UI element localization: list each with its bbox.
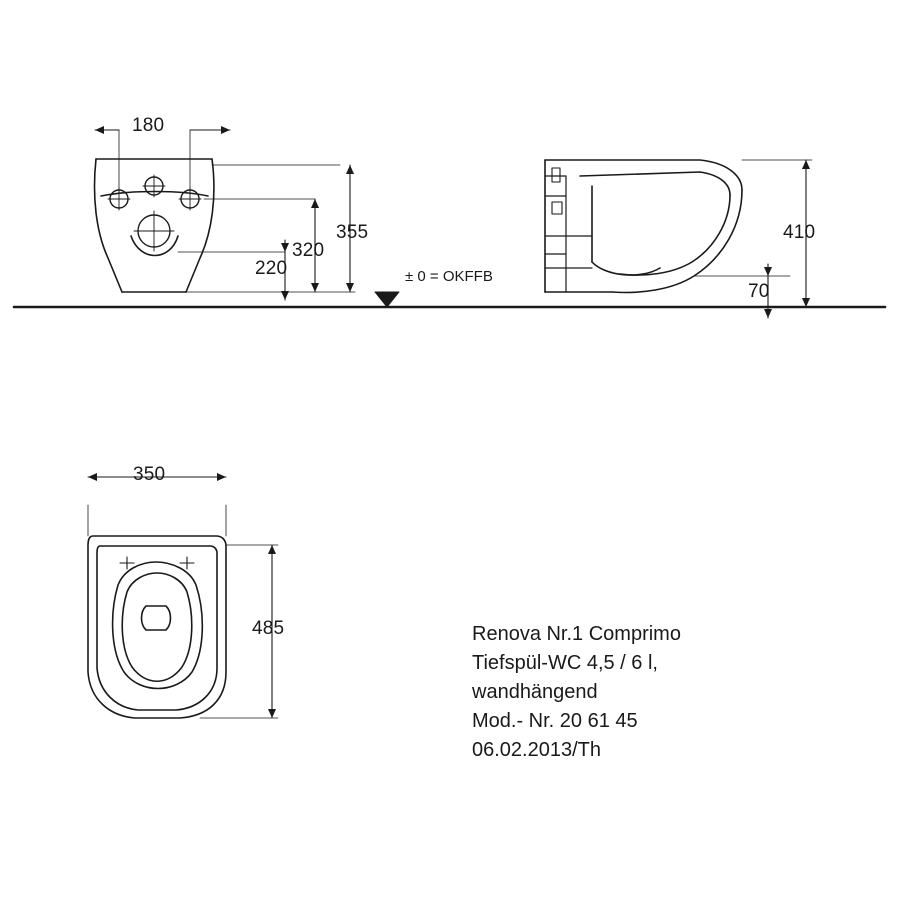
dim-label-180: 180 xyxy=(132,115,165,136)
dim-label-410: 410 xyxy=(783,222,816,243)
caption-line-1: Renova Nr.1 Comprimo xyxy=(472,623,681,645)
product-caption xyxy=(472,620,681,765)
datum-note: ± 0 = OKFFB xyxy=(405,268,493,285)
dim-label-320: 320 xyxy=(292,240,325,261)
caption-line-2: Tiefspül-WC 4,5 / 6 l, xyxy=(472,652,658,674)
dim-label-355: 355 xyxy=(336,222,369,243)
caption-line-5: 06.02.2013/Th xyxy=(472,739,601,761)
plan-fixing-marks xyxy=(120,557,194,569)
front-hole-crosshairs xyxy=(108,175,201,251)
side-section-outline xyxy=(545,160,742,292)
dim-label-485: 485 xyxy=(252,618,285,639)
caption-line-3: wandhängend xyxy=(472,681,598,703)
caption-line-4: Mod.- Nr. 20 61 45 xyxy=(472,710,638,732)
front-fixing-holes xyxy=(110,177,199,247)
dim-label-350: 350 xyxy=(133,464,166,485)
plan-view-outline xyxy=(88,536,226,718)
plan-extension-lines xyxy=(88,505,278,718)
dim-label-70: 70 xyxy=(748,281,770,302)
dim-label-220: 220 xyxy=(255,258,288,279)
